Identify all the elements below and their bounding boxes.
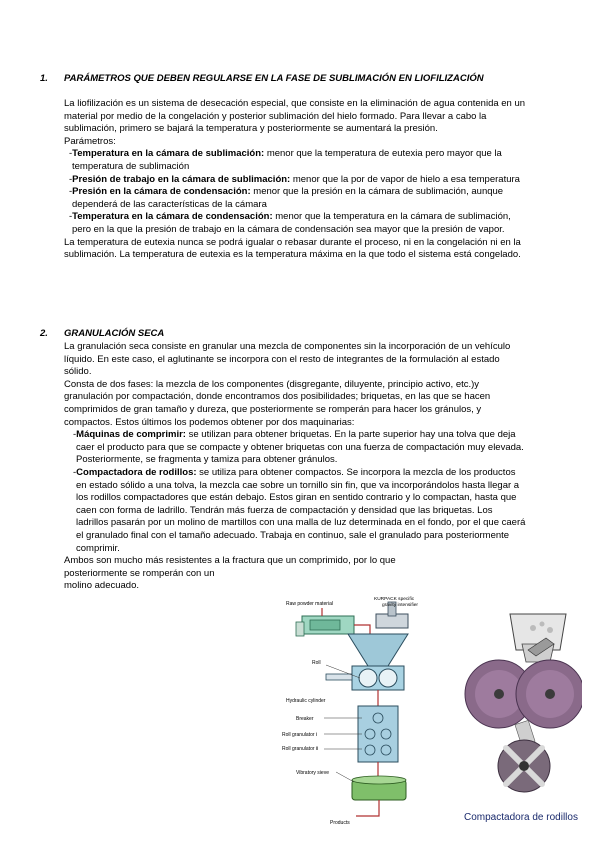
label-pointer <box>336 772 354 782</box>
hydraulic-cylinder <box>326 674 352 680</box>
feeder-screw <box>310 620 340 630</box>
section2-p2: Consta de dos fases: la mezcla de los componentes (disgregante, diluyente, principio activo, etc.)y granulación por compactación, donde encontramos dos posibilidades; briquetas, en las que se hacen comprimidos de gran tamaño y dureza, que posteriormente se romperán para hacer los gránulos, y compactos. Estos últimos los podemos obtener por dos maquinarias: <box>64 378 491 428</box>
section2-p1: La granulación seca consiste en granular una mezcla de componentes sin la incorporación de un vehículo líquido. En este caso, el aglutinante se incorpora con el resto de integrantes de la formulación al estado sólido. <box>64 341 511 378</box>
section2-closing-line: posteriormente se romperán con un <box>64 567 215 579</box>
param-item-text: menor que la presión en la cámara de sublimación, aunque dependerá de las características de la cámara <box>72 186 504 210</box>
illustration-powder <box>547 627 553 633</box>
section2-closing-line: molino adecuado. <box>64 580 139 592</box>
param-item-text: menor que la temperatura en la cámara de sublimación, pero en la que la presión de trabajo en la cámara de condensación sea mayor que la presión de vapor. <box>72 211 511 235</box>
roller-compactor-illustration <box>462 610 582 796</box>
param-item-label: Presión en la cámara de condensación: <box>72 186 251 198</box>
section2-body <box>64 341 526 593</box>
machine-item: -Máquinas de comprimir: se utilizan para obtener briquetas. En la parte superior hay una tolva que deja caer el producto para que se compacte y obtener briquetas con una fuerza de compactación muy elevada. Posteriormente, se fragmenta y tamiza para obtener gránulos. <box>73 429 524 466</box>
roll-left <box>359 669 377 687</box>
param-item: -Presión en la cámara de condensación: menor que la presión en la cámara de sublimación, aunque dependerá de las características de la cámara <box>69 186 504 210</box>
photo-caption: Compactadora de rodillos <box>464 812 578 823</box>
machine-item-label: Compactadora de rodillos: <box>76 466 197 478</box>
hopper <box>348 634 408 666</box>
machine-item-label: Máquinas de comprimir: <box>76 429 186 441</box>
section1-intro: La liofilización es un sistema de desecación especial, que consiste en la eliminación de agua contenida en un material por medio de la congelación y posterior sublimación del hielo formado. Para llevar a cabo la sublimación, primero se bajará la temperatura y posteriormente se aumentará la presión. <box>64 98 526 135</box>
section1-body <box>64 98 526 262</box>
section1-closing: La temperatura de eutexia nunca se podrá igualar o rebasar durante el proceso, ni en la congelación ni en la sublimación. La temperatura de eutexia es la temperatura máxima en la que todo el sistema está congelado. <box>64 236 521 261</box>
machine-item-text: se utiliza para obtener compactos. Se incorpora la mezcla de los productos en estado sólido a una tolva, la mezcla cae sobre un tornillo sin fin, que va incorporándolos hasta llegar a los rodillos compactadores que están debajo. Estos giran en sentido contrario y lo compactan, hasta que caen con forma de ladrillo. Tendrán más fuerza de compactación y densidad que las briquetas. Los ladrillos pasarán por un molino de martillos con una malla de luz determinada en el fondo, por el que caerá el granulado final con el tamaño adecuado. Trabaja en continuo, sale el granulado para posteriormente comprimir. <box>76 466 526 554</box>
param-item: -Presión de trabajo en la cámara de sublimación: menor que la por de vapor de hielo a esa temperatura <box>69 173 520 185</box>
illustration-roller-left-hub <box>494 689 504 699</box>
granulator-column <box>358 706 398 762</box>
section1-number: 1. <box>40 73 48 84</box>
kurpack-label-1: KURPACK specific <box>374 597 415 602</box>
param-item-label: Temperatura en la cámara de condensación: <box>72 211 273 223</box>
flow-line <box>356 800 379 816</box>
machine-item-text: se utilizan para obtener briquetas. En la parte superior hay una tolva que deja caer el producto para que se compacte y obtener briquetas con una fuerza de compactación muy elevada. Posteriormente, se fragmenta y tamiza para obtener gránulos. <box>76 429 524 466</box>
param-item-text: menor que la por de vapor de hielo a esa temperatura <box>290 173 520 185</box>
roll-label: Roll <box>312 660 321 666</box>
param-item-text: menor que la temperatura de eutexia pero mayor que la temperatura de sublimación <box>72 148 502 172</box>
feeder-motor <box>296 622 304 636</box>
roll-granulator-1-label: Roll granulator Ⅰ <box>282 732 318 738</box>
raw-powder-label: Raw powder material <box>286 601 333 607</box>
section1-title: PARÁMETROS QUE DEBEN REGULARSE EN LA FASE DE SUBLIMACIÓN EN LIOFILIZACIÓN <box>64 73 484 84</box>
param-item-label: Temperatura en la cámara de sublimación: <box>72 148 265 160</box>
param-item-label: Presión de trabajo en la cámara de sublimación: <box>72 173 291 185</box>
vibratory-sieve-label: Vibratory sieve <box>296 770 329 776</box>
param-item: -Temperatura en la cámara de condensación: menor que la temperatura en la cámara de sublimación, pero en la que la presión de trabajo en la cámara de condensación sea mayor que la presión de vapor. <box>69 211 511 235</box>
kurpack-label-2: gravity intensifier <box>382 603 418 608</box>
illustration-mill-hub <box>519 761 529 771</box>
products-label: Products <box>330 820 350 826</box>
sieve-top <box>352 776 406 784</box>
illustration-powder <box>540 622 545 627</box>
illustration-roller-right-hub <box>545 689 555 699</box>
roller-compactor-process-diagram <box>282 594 462 830</box>
hydraulic-label: Hydraulic cylinder <box>286 698 326 704</box>
illustration-powder <box>530 625 536 631</box>
param-item: -Temperatura en la cámara de sublimación: menor que la temperatura de eutexia pero mayor que la temperatura de sublimación <box>69 148 502 172</box>
section2-number: 2. <box>40 328 48 339</box>
breaker-label: Breaker <box>296 716 314 722</box>
section2-closing-line: Ambos son mucho más resistentes a la fractura que un comprimido, por lo que <box>64 555 396 567</box>
section1-params-label: Parámetros: <box>64 135 116 147</box>
machine-item: -Compactadora de rodillos: se utiliza para obtener compactos. Se incorpora la mezcla de los productos en estado sólido a una tolva, la mezcla cae sobre un tornillo sin fin, que va incorporándolos hasta llegar a los rodillos compactadores que están debajo. Estos giran en sentido contrario y lo compactan, hasta que caen con forma de ladrillo. Tendrán más fuerza de compactación y densidad que las briquetas. Los ladrillos pasarán por un molino de martillos con una malla de luz determinada en el fondo, por el que caerá el granulado final con el tamaño adecuado. Trabaja en continuo, sale el granulado para posteriormente comprimir. <box>73 466 526 554</box>
section2-title: GRANULACIÓN SECA <box>64 328 165 339</box>
roll-right <box>379 669 397 687</box>
roll-granulator-2-label: Roll granulator Ⅱ <box>282 746 319 752</box>
